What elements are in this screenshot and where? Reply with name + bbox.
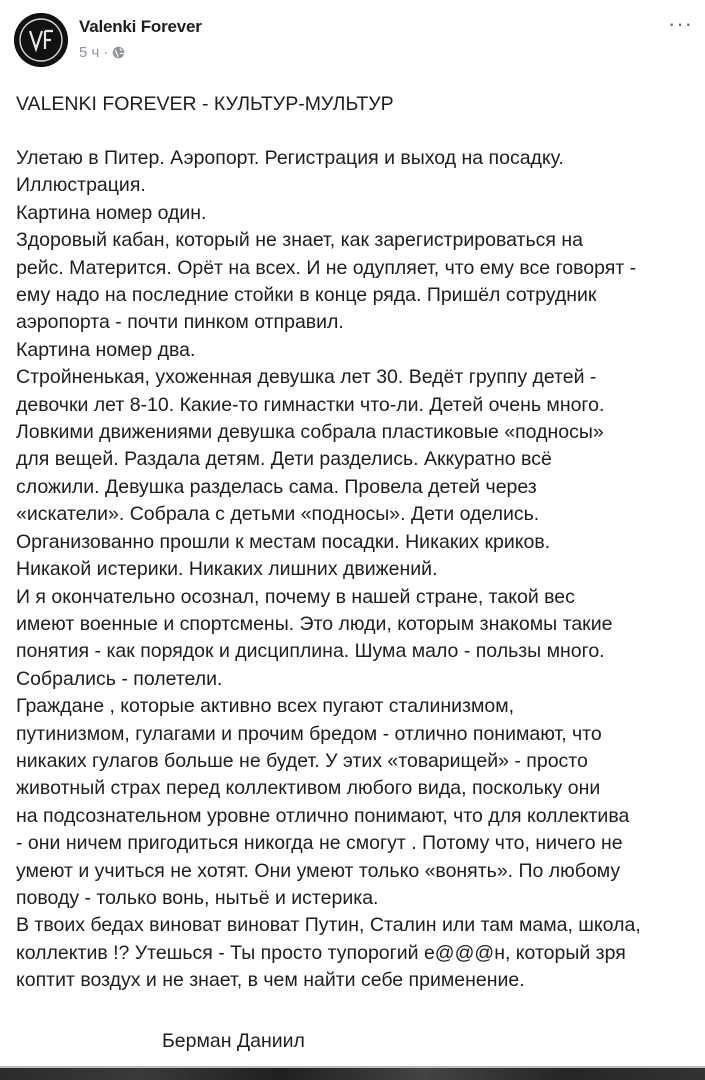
post-body-line: ему надо на последние стойки в конце ряда. Пришёл сотрудник bbox=[16, 284, 597, 307]
post-body-line: понятия - как порядок и дисциплина. Шума мало - пользы много. bbox=[16, 640, 605, 663]
post-body-line: Граждане , которые активно всех пугают сталинизмом, bbox=[16, 695, 515, 718]
post-body-line: поводу - только вонь, нытьё и истерика. bbox=[16, 886, 379, 909]
post-body-line: В твоих бедах виноват виноват Путин, Сталин или там мама, школа, bbox=[16, 914, 641, 937]
post-header bbox=[0, 0, 705, 80]
more-options-button[interactable]: ··· bbox=[668, 11, 693, 36]
post-body-line: Иллюстрация. bbox=[16, 174, 146, 197]
post-body-line: - они ничем пригодиться никогда не смогут . Потому что, ничего не bbox=[16, 832, 623, 855]
post-body-line: Никакой истерики. Никаких лишних движений. bbox=[16, 558, 438, 581]
post-body-line: Картина номер два. bbox=[16, 338, 196, 361]
post-body-line: «искатели». Собрала с детьми «подносы». Дети оделись. bbox=[16, 503, 540, 526]
post-time[interactable]: 5 ч bbox=[79, 44, 100, 61]
post-body-line: Картина номер один. bbox=[16, 201, 207, 224]
avatar[interactable] bbox=[14, 13, 68, 67]
post-body-line: Стройненькая, ухоженная девушка лет 30. Ведёт группу детей - bbox=[16, 366, 597, 389]
post-body-line: девочки лет 8-10. Какие-то гимнастки что-ли. Детей очень много. bbox=[16, 393, 605, 416]
post-body-line: животный страх перед коллективом любого вида, поскольку они bbox=[16, 777, 601, 800]
post-body-line: Организованно прошли к местам посадки. Никаких криков. bbox=[16, 530, 551, 553]
post-body-line: рейс. Матерится. Орёт на всех. И не одупляет, что ему все говорят - bbox=[16, 256, 637, 279]
valenki-logo-icon bbox=[14, 13, 68, 67]
post-body-line: Ловкими движениями девушка собрала пластиковые «подносы» bbox=[16, 421, 604, 444]
post-body-line: для вещей. Раздала детям. Дети разделись. Аккуратно всё bbox=[16, 448, 552, 471]
post-body-line: на подсознательном уровне отлично понимают, что для коллектива bbox=[16, 804, 630, 827]
post-body-line: никаких гулагов больше не будет. У этих «товарищей» - просто bbox=[16, 749, 588, 772]
post-body bbox=[16, 145, 705, 995]
author-name[interactable]: Valenki Forever bbox=[79, 17, 202, 36]
post-body-line: сложили. Девушка разделась сама. Провела детей через bbox=[16, 475, 537, 498]
post-body-line: имеют военные и спортсмены. Это люди, которым знакомы такие bbox=[16, 612, 613, 635]
post-title: VALENKI FOREVER - КУЛЬТУР-МУЛЬТУР bbox=[16, 93, 394, 115]
post-meta bbox=[79, 44, 125, 61]
post-body-line: И я окончательно осознал, почему в нашей стране, такой вес bbox=[16, 585, 575, 608]
post-body-line: Улетаю в Питер. Аэропорт. Регистрация и выход на посадку. bbox=[16, 147, 564, 169]
post-body-line: коллектив !? Утешься - Ты просто тупорогий е@@@н, который зря bbox=[16, 941, 626, 964]
post-body-line: Собрались - полетели. bbox=[16, 667, 223, 690]
post-body-line: путинизмом, гулагами и прочим бредом - отлично понимают, что bbox=[16, 722, 602, 745]
post-body-line: Здоровый кабан, который не знает, как зарегистрироваться на bbox=[16, 229, 583, 252]
post-body-line: умеют и учиться не хотят. Они умеют только «вонять». По любому bbox=[16, 859, 621, 882]
post-body-line: коптит воздух и не знает, в чем найти себе применение. bbox=[16, 969, 525, 992]
meta-separator: · bbox=[103, 44, 109, 61]
globe-icon[interactable] bbox=[112, 46, 125, 59]
post-body-line: аэропорта - почти пинком отправил. bbox=[16, 311, 344, 334]
post-signature: Берман Даниил bbox=[162, 1030, 305, 1052]
next-post-image-strip bbox=[0, 1068, 705, 1080]
